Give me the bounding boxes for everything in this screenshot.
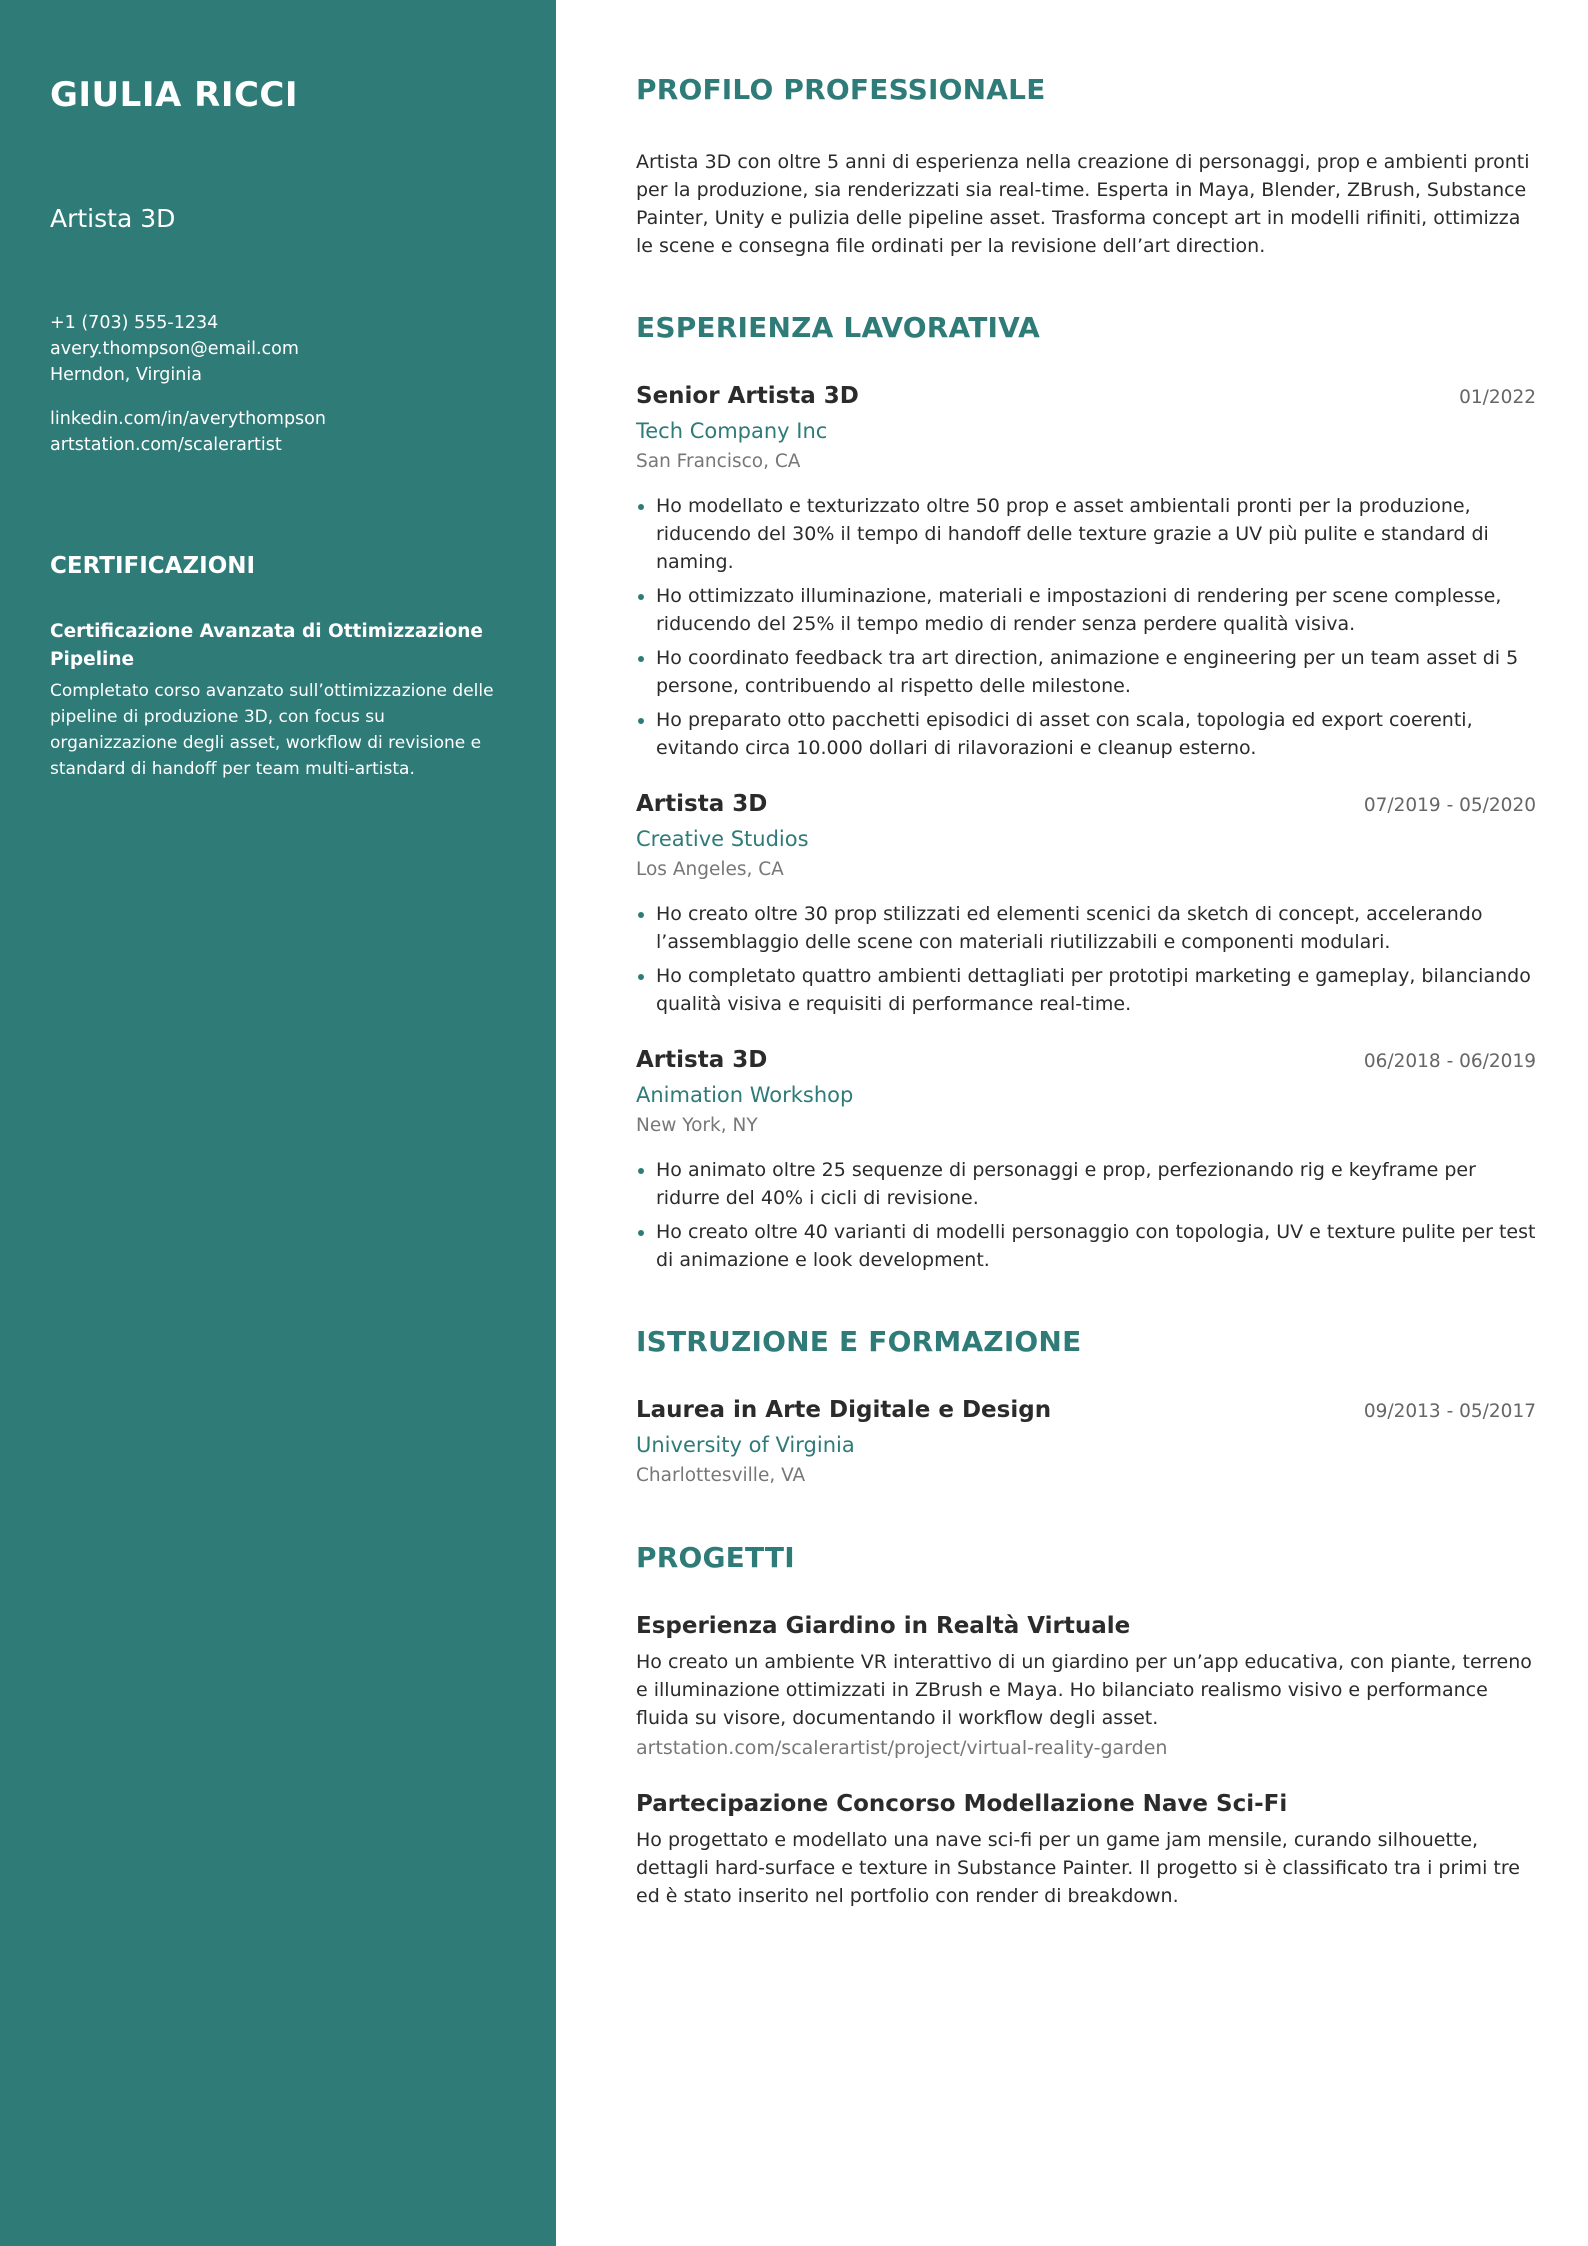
profile-section (636, 72, 1536, 260)
experience-entry (636, 380, 1536, 762)
experience-bullet: Ho creato oltre 30 prop stilizzati ed elementi scenici da sketch di concept, accelerando l’assemblaggio delle scene con materiali riutilizzabili e componenti modulari. (636, 900, 1536, 956)
education-heading: ISTRUZIONE E FORMAZIONE (636, 1325, 1082, 1358)
profile-summary: Artista 3D con oltre 5 anni di esperienza nella creazione di personaggi, prop e ambienti pronti per la produzione, sia renderizzati sia real-time. Esperta in Maya, Blender, ZBrush, Substance Painter, Unity e pulizia delle pipeline asset. Trasforma concept art in modelli rifiniti, ottimizza le scene e consegna file ordinati per la revisione dell’art direction. (636, 151, 1530, 257)
certification-title: Certificazione Avanzata di Ottimizzazione Pipeline (50, 621, 483, 670)
experience-bullet: Ho coordinato feedback tra art direction, animazione e engineering per un team asset di 5 persone, contribuendo al rispetto delle milestone. (636, 644, 1536, 700)
experience-bullet: Ho completato quattro ambienti dettagliati per prototipi marketing e gameplay, bilanciando qualità visiva e requisiti di performance real-time. (636, 962, 1536, 1018)
experience-date: 06/2018 - 06/2019 (1363, 1051, 1536, 1072)
experience-bullet: Ho preparato otto pacchetti episodici di asset con scala, topologia ed export coerenti, evitando circa 10.000 dollari di rilavorazioni e cleanup esterno. (636, 706, 1536, 762)
experience-company: Tech Company Inc (636, 419, 828, 443)
project-description: Ho creato un ambiente VR interattivo di un giardino per un’app educativa, con piante, terreno e illuminazione ottimizzati in ZBrush e Maya. Ho bilanciato realismo visivo e performance fluida su visore, documentando il workflow degli asset. (636, 1651, 1532, 1729)
certification-item (50, 618, 506, 782)
projects-heading: PROGETTI (636, 1541, 795, 1574)
projects-section (636, 1540, 1536, 1910)
contact-email: avery.thompson@email.com (50, 339, 299, 359)
experience-entry (636, 788, 1536, 1018)
contact-block (50, 310, 506, 458)
project-entry (636, 1610, 1536, 1762)
profile-heading: PROFILO PROFESSIONALE (636, 73, 1046, 106)
experience-title: Artista 3D (636, 1047, 768, 1073)
experience-location: Los Angeles, CA (636, 859, 784, 880)
education-school: University of Virginia (636, 1433, 855, 1457)
experience-location: San Francisco, CA (636, 451, 801, 472)
experience-bullets (636, 1156, 1536, 1274)
experience-section (636, 310, 1536, 1274)
contact-location: Herndon, Virginia (50, 365, 202, 385)
certifications-heading: CERTIFICAZIONI (50, 553, 256, 579)
candidate-job-title: Artista 3D (50, 204, 176, 233)
education-location: Charlottesville, VA (636, 1465, 806, 1486)
sidebar (0, 0, 556, 2246)
project-entry (636, 1788, 1536, 1910)
experience-company: Animation Workshop (636, 1083, 854, 1107)
certification-description: Completato corso avanzato sull’ottimizzazione delle pipeline di produzione 3D, con focus su organizzazione degli asset, workflow di revisione e standard di handoff per team multi-artista. (50, 681, 494, 779)
candidate-name: GIULIA RICCI (50, 75, 299, 115)
experience-bullets (636, 900, 1536, 1018)
experience-location: New York, NY (636, 1115, 758, 1136)
experience-date: 01/2022 (1459, 387, 1536, 408)
education-date: 09/2013 - 05/2017 (1363, 1401, 1536, 1422)
linkedin-link[interactable]: linkedin.com/in/averythompson (50, 409, 326, 429)
experience-bullets (636, 492, 1536, 762)
experience-title: Artista 3D (636, 791, 768, 817)
experience-bullet: Ho modellato e texturizzato oltre 50 prop e asset ambientali pronti per la produzione, riducendo del 30% il tempo di handoff delle texture grazie a UV più pulite e standard di naming. (636, 492, 1536, 576)
education-entry (636, 1394, 1536, 1490)
experience-entry (636, 1044, 1536, 1274)
experience-bullet: Ho ottimizzato illuminazione, materiali e impostazioni di rendering per scene complesse, riducendo del 25% il tempo medio di render senza perdere qualità visiva. (636, 582, 1536, 638)
project-title: Esperienza Giardino in Realtà Virtuale (636, 1613, 1131, 1639)
contact-phone: +1 (703) 555-1234 (50, 313, 219, 333)
education-degree: Laurea in Arte Digitale e Design (636, 1397, 1052, 1423)
experience-bullet: Ho animato oltre 25 sequenze di personaggi e prop, perfezionando rig e keyframe per ridurre del 40% i cicli di revisione. (636, 1156, 1536, 1212)
main-content (556, 0, 1588, 2246)
contact-links (50, 406, 506, 458)
project-description: Ho progettato e modellato una nave sci-fi per un game jam mensile, curando silhouette, dettagli hard-surface e texture in Substance Painter. Il progetto si è classificato tra i primi tre ed è stato inserito nel portfolio con render di breakdown. (636, 1829, 1520, 1907)
experience-date: 07/2019 - 05/2020 (1363, 795, 1536, 816)
project-title: Partecipazione Concorso Modellazione Nave Sci-Fi (636, 1791, 1288, 1817)
experience-bullet: Ho creato oltre 40 varianti di modelli personaggio con topologia, UV e texture pulite per test di animazione e look development. (636, 1218, 1536, 1274)
education-section (636, 1324, 1536, 1490)
experience-heading: ESPERIENZA LAVORATIVA (636, 311, 1041, 344)
project-link[interactable]: artstation.com/scalerartist/project/virtual-reality-garden (636, 1737, 1168, 1759)
portfolio-link[interactable]: artstation.com/scalerartist (50, 435, 282, 455)
experience-title: Senior Artista 3D (636, 383, 859, 409)
experience-company: Creative Studios (636, 827, 809, 851)
